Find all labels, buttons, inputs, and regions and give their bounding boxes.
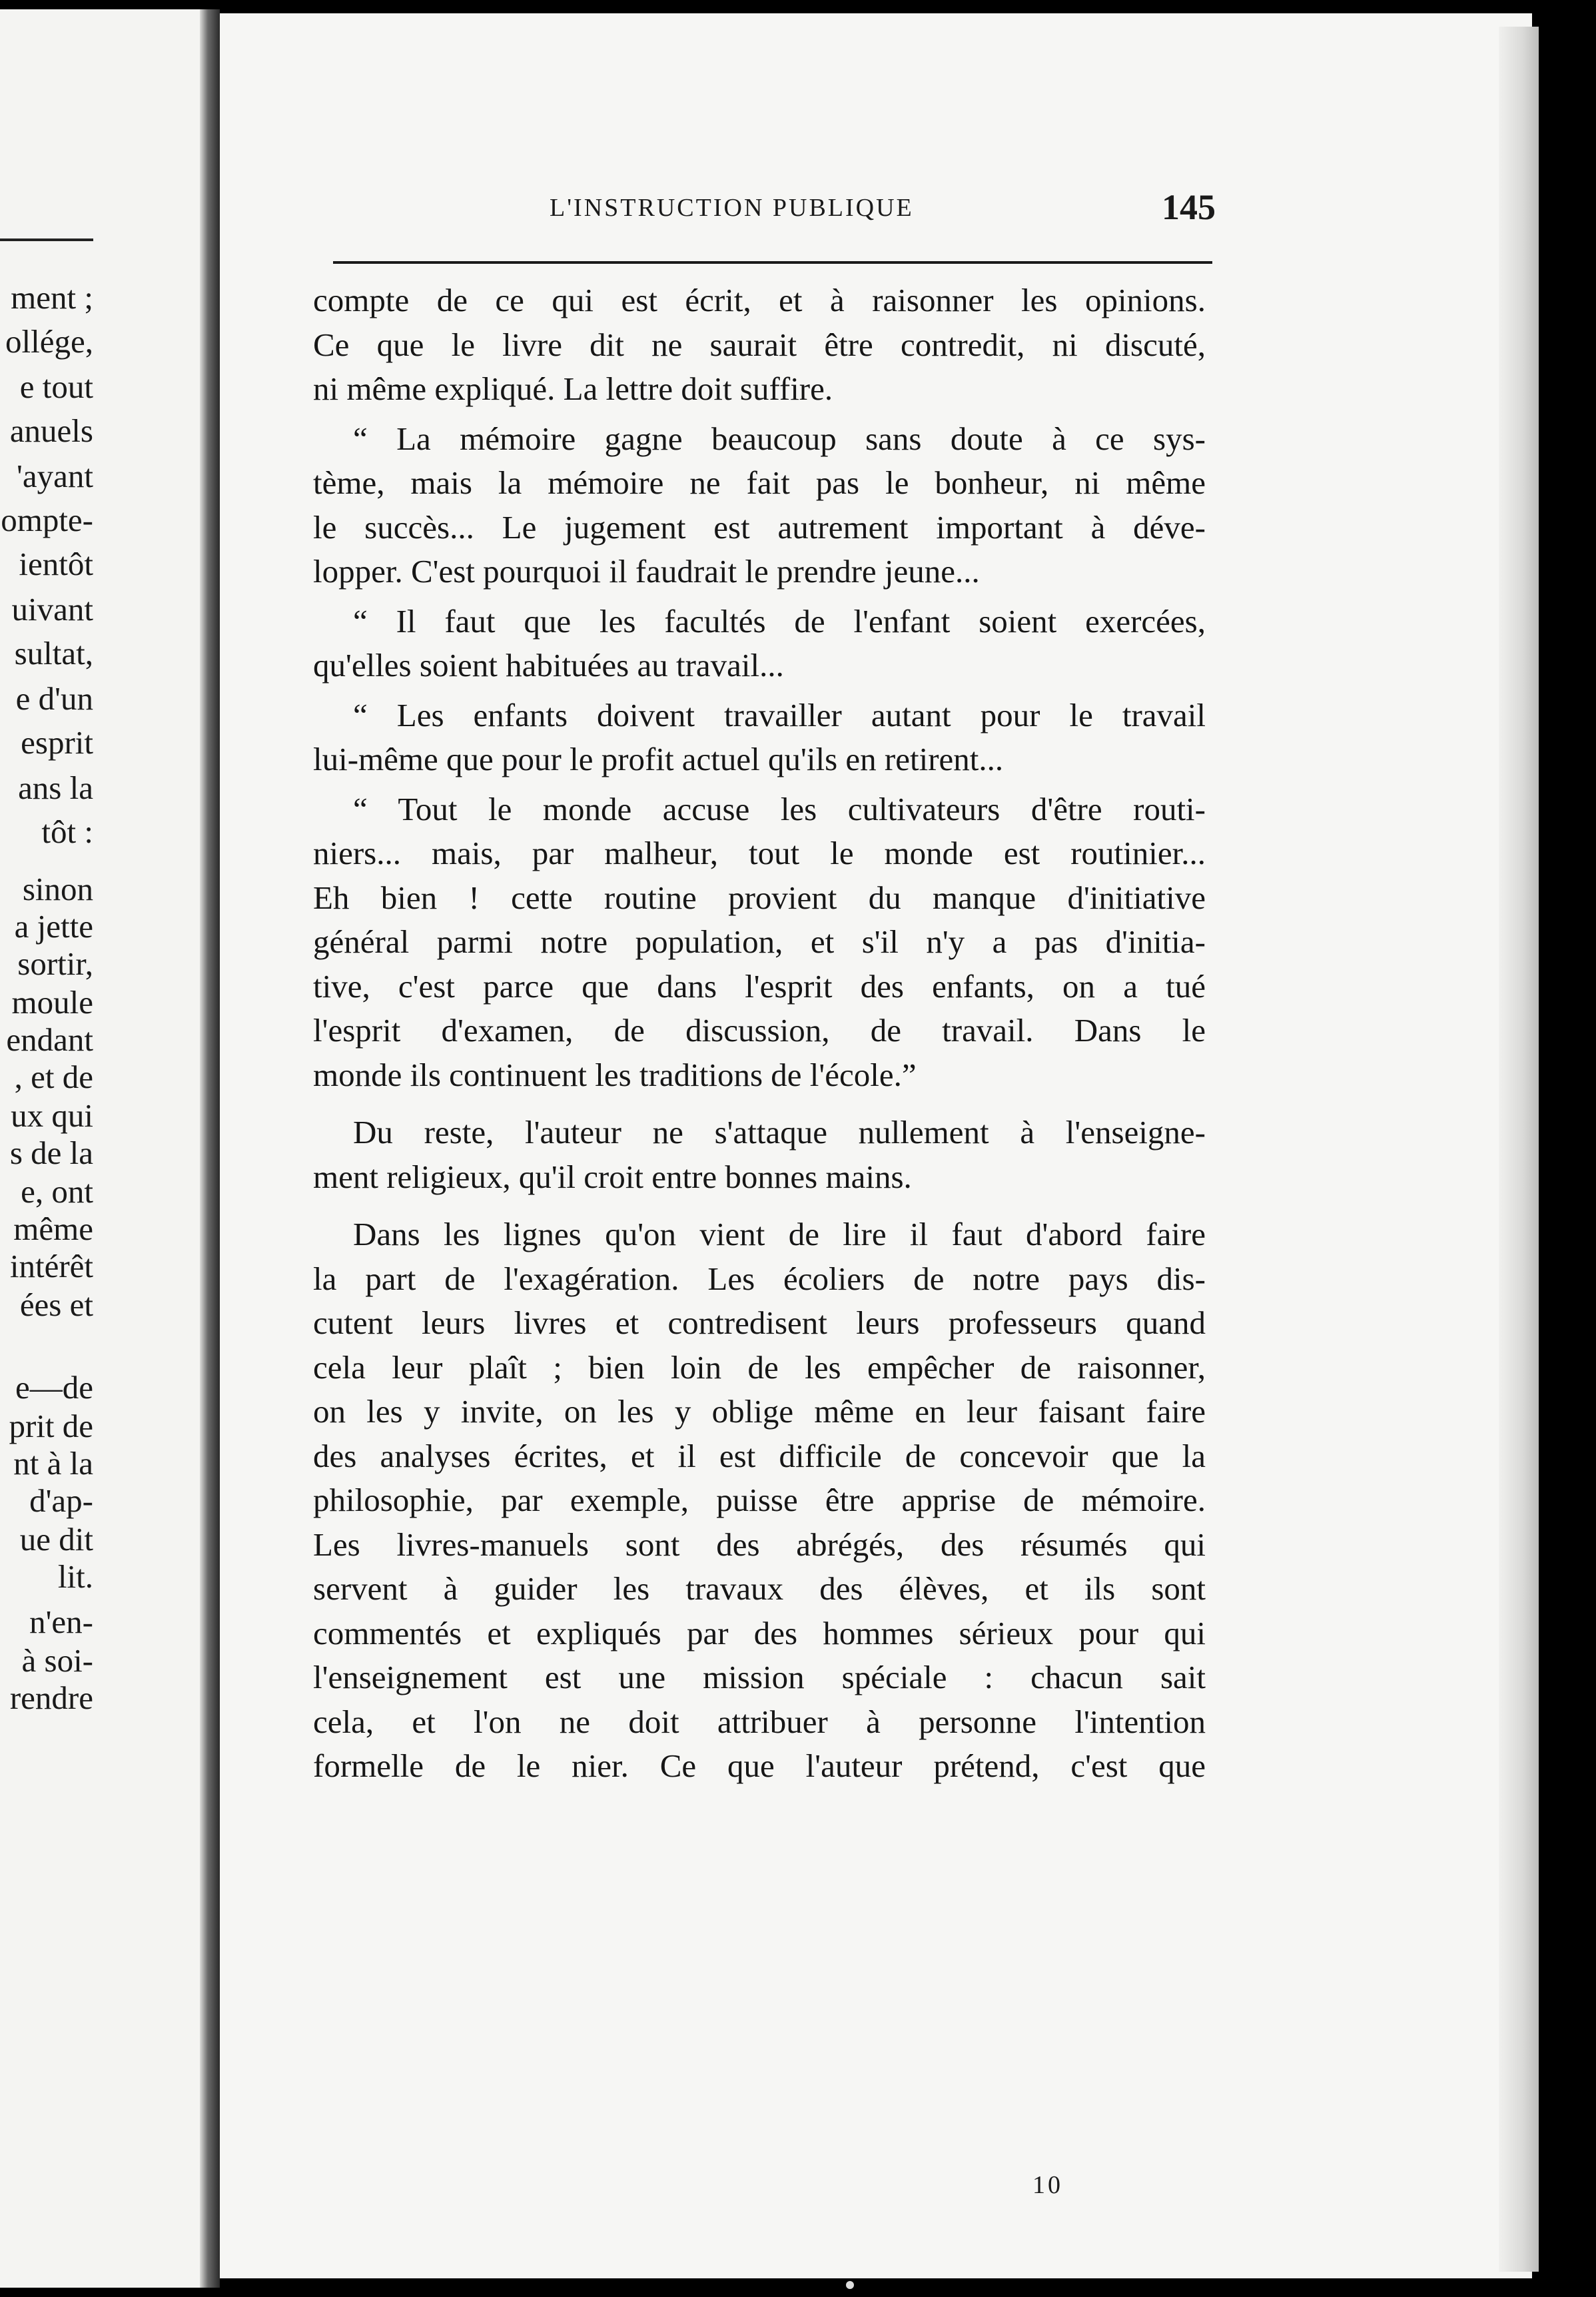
- facing-line: uivant: [11, 591, 93, 628]
- facing-line: prit de: [9, 1408, 93, 1444]
- facing-line: ue dit: [19, 1521, 93, 1558]
- book-spine-shadow: [200, 9, 220, 2288]
- facing-line: tôt :: [41, 813, 93, 850]
- text-line: monde ils continuent les traditions de l'école.”: [313, 1056, 917, 1093]
- text-line: ment religieux, qu'il croit entre bonnes mains.: [313, 1158, 912, 1195]
- text-line: “ Tout le monde accuse les cultivateurs d'être routi-: [353, 790, 1206, 827]
- text-line: la part de l'exagération. Les écoliers de notre pays dis-: [313, 1260, 1206, 1297]
- paragraph: [313, 693, 1206, 782]
- text-line: ni même expliqué. La lettre doit suffire.: [313, 370, 833, 407]
- page-edge-shadow: [1499, 27, 1539, 2272]
- text-line: formelle de le nier. Ce que l'auteur prétend, c'est que: [313, 1747, 1206, 1784]
- facing-line: moule: [11, 984, 93, 1021]
- page-header: [350, 181, 1216, 227]
- paragraph: [313, 278, 1206, 412]
- signature-mark: 10: [1032, 2171, 1063, 2199]
- facing-line: ées et: [19, 1286, 93, 1323]
- facing-page-rule: [0, 238, 93, 241]
- paragraph: [313, 600, 1206, 688]
- facing-line: intérêt: [9, 1248, 93, 1284]
- text-line: servent à guider les travaux des élèves, et ils sont: [313, 1570, 1206, 1607]
- text-line: niers... mais, par malheur, tout le monde est routinier...: [313, 835, 1206, 871]
- paragraph: [313, 1212, 1206, 1789]
- page-number: 145: [1162, 187, 1216, 227]
- paragraph: [313, 417, 1206, 594]
- facing-line: , et de: [14, 1059, 93, 1095]
- facing-line: s de la: [9, 1135, 93, 1171]
- text-line: l'enseignement est une mission spéciale : chacun sait: [313, 1659, 1206, 1695]
- text-line: tème, mais la mémoire ne fait pas le bonheur, ni même: [313, 464, 1206, 501]
- facing-line: ollége,: [5, 323, 93, 360]
- facing-page-fragment: [0, 9, 200, 2288]
- text-line: tive, c'est parce que dans l'esprit des enfants, on a tué: [313, 967, 1206, 1005]
- text-line: cela leur plaît ; bien loin de les empêcher de raisonner,: [313, 1348, 1206, 1386]
- text-line: compte de ce qui est écrit, et à raisonner les opinions.: [313, 282, 1206, 318]
- facing-line: lit.: [57, 1558, 93, 1595]
- paragraph: [313, 787, 1206, 1098]
- page-body: [313, 278, 1206, 1789]
- running-head: L'INSTRUCTION PUBLIQUE: [550, 194, 914, 222]
- header-rule: [333, 261, 1212, 264]
- text-line: cela, et l'on ne doit attribuer à personne l'intention: [313, 1703, 1206, 1740]
- text-line: lui-même que pour le profit actuel qu'ils en retirent...: [313, 741, 1004, 777]
- facing-line: sultat,: [14, 635, 93, 672]
- facing-line: e, ont: [21, 1173, 93, 1210]
- paragraph: [313, 1111, 1206, 1199]
- facing-line: ans la: [18, 769, 93, 806]
- text-line: on les y invite, on les y oblige même en leur faisant faire: [313, 1393, 1206, 1430]
- text-line: l'esprit d'examen, de discussion, de travail. Dans le: [313, 1012, 1206, 1049]
- facing-line: à soi-: [21, 1642, 93, 1679]
- text-line: le succès... Le jugement est autrement important à déve-: [313, 508, 1206, 546]
- text-line: Du reste, l'auteur ne s'attaque nullement à l'enseigne-: [353, 1114, 1206, 1150]
- facing-line: 'ayant: [17, 458, 93, 494]
- text-line: Dans les lignes qu'on vient de lire il faut d'abord faire: [353, 1216, 1206, 1252]
- facing-line: rendre: [9, 1679, 93, 1716]
- text-line: Ce que le livre dit ne saurait être contredit, ni discuté,: [313, 326, 1206, 363]
- text-line: des analyses écrites, et il est difficile de concevoir que la: [313, 1437, 1206, 1474]
- text-line: “ La mémoire gagne beaucoup sans doute à ce sys-: [353, 420, 1206, 457]
- facing-line: d'ap-: [29, 1482, 93, 1519]
- facing-line: e tout: [19, 368, 93, 405]
- facing-line: e—de: [15, 1369, 93, 1406]
- text-line: “ Les enfants doivent travailler autant pour le travail: [353, 696, 1206, 733]
- facing-line: e d'un: [15, 680, 93, 717]
- facing-line: ompte-: [1, 502, 93, 538]
- text-line: cutent leurs livres et contredisent leurs professeurs quand: [313, 1304, 1206, 1341]
- facing-line: anuels: [9, 412, 93, 449]
- facing-line: esprit: [21, 724, 93, 761]
- facing-line: sortir,: [17, 945, 93, 982]
- facing-line: ux qui: [11, 1097, 93, 1134]
- text-line: lopper. C'est pourquoi il faudrait le prendre jeune...: [313, 553, 980, 590]
- facing-line: sinon: [22, 871, 93, 907]
- facing-line: ientôt: [19, 546, 93, 582]
- facing-line: a jette: [14, 908, 93, 945]
- facing-line: n'en-: [29, 1604, 93, 1640]
- scan-speck: [846, 2281, 854, 2289]
- text-line: Les livres-manuels sont des abrégés, des résumés qui: [313, 1526, 1206, 1563]
- text-line: Eh bien ! cette routine provient du manque d'initiative: [313, 879, 1206, 916]
- text-line: “ Il faut que les facultés de l'enfant soient exercées,: [353, 602, 1206, 640]
- facing-line: même: [13, 1210, 93, 1247]
- facing-line: nt à la: [13, 1445, 93, 1482]
- facing-line: endant: [6, 1021, 93, 1058]
- facing-line: ment ;: [11, 279, 93, 316]
- text-line: philosophie, par exemple, puisse être apprise de mémoire.: [313, 1482, 1206, 1518]
- text-line: commentés et expliqués par des hommes sérieux pour qui: [313, 1614, 1206, 1651]
- text-line: général parmi notre population, et s'il n'y a pas d'initia-: [313, 923, 1206, 960]
- text-line: qu'elles soient habituées au travail...: [313, 647, 784, 684]
